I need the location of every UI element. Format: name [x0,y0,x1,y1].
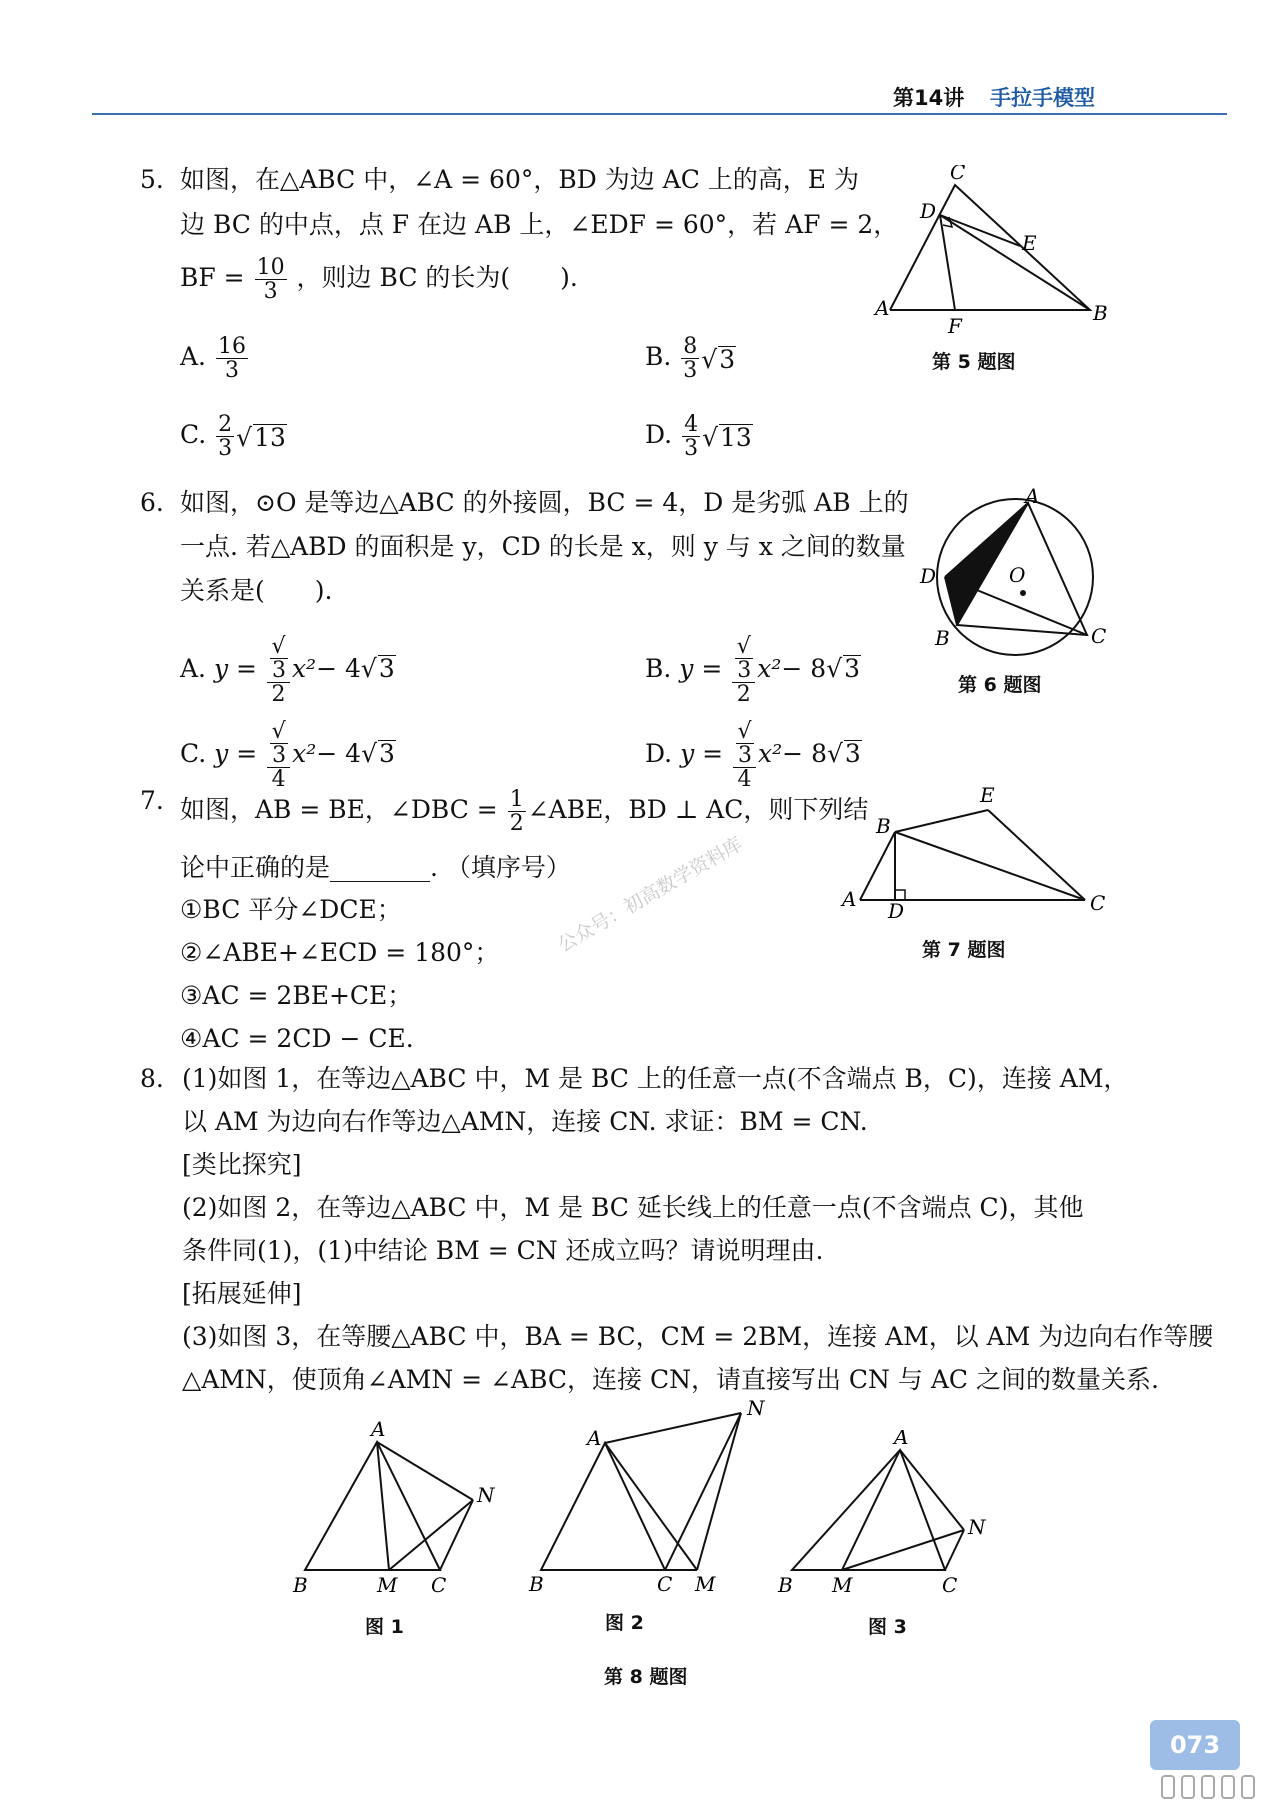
q8-f2-label-b: B [529,1572,544,1595]
q8-f2-label-c: C [657,1572,673,1595]
q8-figure-1-caption: 图 1 [365,1616,404,1638]
q8-f1-label-n: N [477,1483,495,1507]
q8-f2-label-n: N [747,1396,765,1420]
q8-f1-label-b: B [293,1573,308,1597]
q7-label-d: D [888,899,905,920]
q6-option-c[interactable]: C. y = √ 3 4 x²− 4√3 [180,719,395,793]
header-rule [92,113,1227,115]
q7-item-3: ③AC = 2BE+CE； [180,981,413,1010]
q8-f3-label-m: M [832,1573,853,1597]
q5-df-line [940,215,955,310]
q6-caption: 第 6 题图 [958,674,1042,696]
q5-label-c: C [950,165,966,184]
q6-option-b[interactable]: B. y = √ 3 2 x²− 8√3 [645,634,861,708]
q8-caption: 第 8 题图 [604,1666,688,1688]
q6-label-c: C [1091,624,1107,648]
q8-f1-label-m: M [377,1573,398,1597]
lesson-topic: 手拉手模型 [990,86,1095,110]
q8-figure-2-caption: 图 2 [605,1612,644,1634]
q5-number: 5. [140,165,164,194]
q8-f3-label-n: N [968,1515,986,1539]
q8-line4: (2)如图 2，在等边△ABC 中，M 是 BC 延长线上的任意一点(不含端点 C)，其他 [182,1193,1084,1222]
q5-bf-label: BF = [180,263,245,293]
q6-label-d: D [920,564,937,588]
q8-figure-3 [770,1430,1010,1600]
q5-line1: 如图，在△ABC 中，∠A = 60°，BD 为边 AC 上的高，E 为 [180,165,859,194]
q7-label-a: A [842,887,857,911]
q5-label-a: A [875,296,890,320]
page-number: 073 [1150,1720,1240,1770]
q8-f3-label-a: A [894,1430,909,1449]
lesson-number: 第14讲 [893,86,965,110]
q7-figure [840,780,1120,920]
q7-caption: 第 7 题图 [922,939,1006,961]
q8-section-extension: [拓展延伸] [182,1279,302,1308]
q8-number: 8. [140,1064,164,1093]
q8-f3-label-c: C [942,1573,958,1597]
q6-line3: 关系是( ). [180,576,333,605]
q8-section-analogy: [类比探究] [182,1150,302,1179]
q5-caption: 第 5 题图 [932,351,1016,373]
q6-center-dot [1020,590,1026,596]
q5-label-f: F [948,314,962,338]
q7-label-c: C [1090,891,1106,915]
q8-figure-2 [525,1395,785,1595]
q6-label-o: O [1009,563,1026,587]
q8-f3-label-b: B [778,1573,793,1597]
q7-item-4: ④AC = 2CD − CE. [180,1024,414,1053]
q6-option-a[interactable]: A. y = √ 3 2 x²− 4√3 [180,634,395,708]
q8-f1-label-a: A [371,1420,386,1441]
q7-number: 7. [140,786,164,815]
q8-line1: (1)如图 1，在等边△ABC 中，M 是 BC 上的任意一点(不含端点 B，C)，连接 AM， [182,1064,1129,1093]
q7-item-2: ②∠ABE+∠ECD = 180°； [180,938,500,967]
q8-line7: (3)如图 3，在等腰△ABC 中，BA = BC，CM = 2BM，连接 AM，以 AM 为边向右作等腰 [182,1322,1214,1351]
barcode-decoration [1160,1772,1270,1802]
q5-option-d[interactable]: D. $\frac{4}{3}$ √13 [645,412,752,462]
q8-figure-1 [285,1420,505,1600]
q6-line1: 如图，⊙O 是等边△ABC 的外接圆，BC = 4，D 是劣弧 AB 上的 [180,488,909,517]
q8-line5: 条件同(1)，(1)中结论 BM = CN 还成立吗？请说明理由. [182,1236,824,1265]
q6-label-b: B [935,626,950,650]
q6-option-d[interactable]: D. y = √ 3 4 x²− 8√3 [645,719,861,793]
q6-number: 6. [140,488,164,517]
q6-figure [905,485,1125,665]
q8-line2: 以 AM 为边向右作等边△AMN，连接 CN. 求证：BM = CN. [182,1107,868,1136]
q7-line1: 如图，AB = BE，∠DBC = $\frac{1}{2}$ ∠ABE，BD ⊥ AC，则下列结 [180,787,869,837]
q7-half-fraction: $\frac{1}{2}$ [509,787,524,837]
q7-label-e: E [980,783,995,807]
q8-figure-3-caption: 图 3 [868,1616,907,1638]
q7-line2: 论中正确的是________. （填序号） [180,853,571,882]
q7-item-1: ①BC 平分∠DCE； [180,895,402,924]
q5-label-d: D [920,199,937,223]
q5-label-e: E [1022,231,1037,255]
q8-line8: △AMN，使顶角∠AMN = ∠ABC，连接 CN，请直接写出 CN 与 AC 之间的数量关系. [182,1365,1159,1394]
q8-f2-label-a: A [587,1426,602,1450]
q5-option-a[interactable]: A. $\frac{16}{3}$ [180,334,246,384]
q8-f1-label-c: C [431,1573,447,1597]
q6-label-a: A [1025,485,1040,508]
q5-option-b[interactable]: B. $\frac{8}{3}$ √3 [645,334,736,384]
q7-label-b: B [876,814,891,838]
q5-question-tail: ，则边 BC 的长为( ). [296,263,578,293]
q8-f2-label-m: M [695,1572,716,1595]
q5-bd-line [940,215,1090,310]
q6-line2: 一点. 若△ABD 的面积是 y，CD 的长是 x，则 y 与 x 之间的数量 [180,532,906,561]
q5-bf-fraction: $\frac{10}{3}$ [256,255,285,305]
q5-line2: 边 BC 的中点，点 F 在边 AB 上，∠EDF = 60°，若 AF = 2， [180,210,899,239]
q5-option-c[interactable]: C. $\frac{2}{3}$ √13 [180,412,286,462]
q5-line3 [180,256,578,303]
q5-figure [860,165,1130,340]
q5-label-b: B [1093,301,1108,325]
watermark: 公众号：初高数学资料库 [554,833,747,957]
